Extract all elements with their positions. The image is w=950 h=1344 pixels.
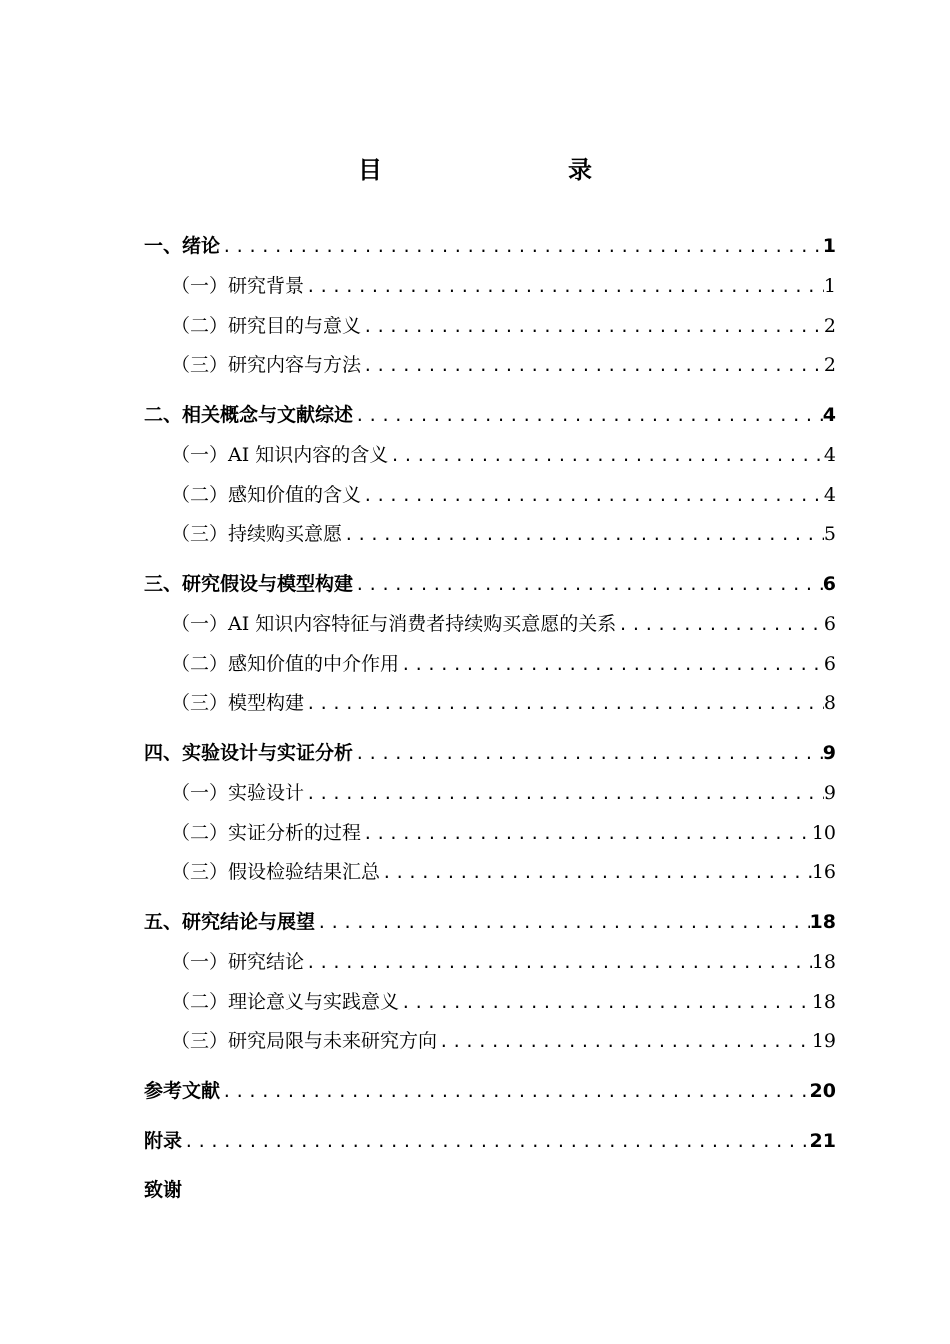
dot-leader — [399, 983, 812, 1023]
page-number: 2 — [823, 354, 836, 377]
toc-chapter-5[interactable] — [144, 903, 836, 943]
dot-leader — [304, 774, 824, 814]
page-number: 18 — [811, 950, 836, 973]
page-number: 5 — [823, 523, 836, 546]
toc-section-4-1[interactable] — [144, 774, 836, 814]
dot-leader — [315, 903, 810, 943]
section-title: （二）感知价值的中介作用 — [171, 652, 400, 675]
chapter-number: 二、 — [144, 403, 183, 426]
toc-section-4-3[interactable] — [144, 853, 836, 893]
toc-acknowledgements[interactable] — [144, 1171, 836, 1211]
toc-section-2-1[interactable] — [144, 436, 836, 476]
section-title: （一）研究结论 — [171, 950, 305, 973]
dot-leader — [353, 396, 823, 436]
section-title: （一）AI 知识内容的含义 — [171, 443, 389, 466]
dot-leader — [220, 1072, 810, 1112]
toc-section-3-2[interactable] — [144, 645, 836, 685]
toc-section-5-1[interactable] — [144, 943, 836, 983]
back-matter-title: 参考文献 — [144, 1079, 221, 1102]
toc-section-1-2[interactable] — [144, 307, 836, 347]
dot-leader — [361, 307, 824, 347]
toc-references[interactable] — [144, 1072, 836, 1112]
section-title: （二）感知价值的含义 — [171, 483, 362, 506]
toc-title: 目 录 — [358, 156, 638, 184]
dot-leader — [380, 853, 812, 893]
dot-leader — [304, 943, 812, 983]
toc-chapter-4[interactable] — [144, 734, 836, 774]
toc-section-2-3[interactable] — [144, 515, 836, 555]
chapter-title: 研究假设与模型构建 — [182, 572, 354, 595]
dot-leader — [361, 814, 812, 854]
section-title: （三）假设检验结果汇总 — [171, 861, 381, 884]
page-number: 6 — [823, 652, 836, 675]
toc-chapter-2[interactable] — [144, 396, 836, 436]
section-title: （一）研究背景 — [171, 274, 305, 297]
section-title: （一）实验设计 — [171, 781, 305, 804]
page-number: 19 — [811, 1030, 836, 1053]
page-number: 9 — [823, 781, 836, 804]
dot-leader — [616, 605, 824, 645]
toc-section-4-2[interactable] — [144, 814, 836, 854]
toc-appendix[interactable] — [144, 1122, 836, 1162]
page-number: 1 — [822, 235, 836, 257]
page-number: 6 — [822, 572, 836, 595]
dot-leader — [361, 346, 824, 386]
section-title: （一）AI 知识内容特征与消费者持续购买意愿的关系 — [171, 612, 617, 635]
page-number: 9 — [822, 741, 836, 764]
section-title: （三）持续购买意愿 — [171, 523, 343, 546]
section-title: （三）模型构建 — [171, 692, 305, 715]
chapter-title: 实验设计与实证分析 — [182, 741, 354, 764]
dot-leader — [342, 515, 824, 555]
dot-leader — [353, 734, 823, 774]
toc-section-5-3[interactable] — [144, 1022, 836, 1062]
toc-section-5-2[interactable] — [144, 983, 836, 1023]
page-number: 8 — [823, 692, 836, 715]
page-number: 1 — [823, 274, 836, 297]
chapter-number: 五、 — [144, 910, 183, 933]
page-number: 20 — [809, 1079, 836, 1102]
section-title: （二）实证分析的过程 — [171, 821, 362, 844]
dot-leader — [304, 684, 824, 724]
section-title: （三）研究内容与方法 — [171, 354, 362, 377]
section-title: （二）研究目的与意义 — [171, 314, 362, 337]
toc-section-2-2[interactable] — [144, 476, 836, 516]
chapter-title: 相关概念与文献综述 — [182, 403, 354, 426]
page-number: 10 — [811, 821, 836, 844]
dot-leader — [437, 1022, 812, 1062]
page-number: 4 — [822, 403, 836, 426]
page-number: 21 — [809, 1129, 836, 1152]
page-number: 4 — [823, 443, 836, 466]
chapter-title: 绪论 — [182, 235, 221, 257]
toc-section-3-1[interactable] — [144, 605, 836, 645]
dot-leader — [220, 227, 823, 267]
chapter-number: 四、 — [144, 741, 183, 764]
back-matter-title: 致谢 — [144, 1179, 183, 1202]
toc-list — [144, 227, 836, 1211]
page-number: 4 — [823, 483, 836, 506]
page-number: 6 — [823, 612, 836, 635]
dot-leader — [388, 436, 824, 476]
chapter-number: 一、 — [144, 235, 183, 257]
toc-chapter-3[interactable] — [144, 565, 836, 605]
chapter-number: 三、 — [144, 572, 183, 595]
toc-section-1-1[interactable] — [144, 267, 836, 307]
page-number: 16 — [811, 861, 836, 884]
page-number: 18 — [811, 990, 836, 1013]
toc-section-3-3[interactable] — [144, 684, 836, 724]
toc-section-1-3[interactable] — [144, 346, 836, 386]
page-number: 2 — [823, 314, 836, 337]
toc-chapter-1[interactable] — [144, 227, 836, 267]
section-title: （二）理论意义与实践意义 — [171, 990, 400, 1013]
back-matter-title: 附录 — [144, 1129, 183, 1152]
dot-leader — [304, 267, 824, 307]
dot-leader — [182, 1122, 810, 1162]
dot-leader — [353, 565, 823, 605]
page-number: 18 — [809, 910, 836, 933]
dot-leader — [361, 476, 824, 516]
chapter-title: 研究结论与展望 — [182, 910, 316, 933]
dot-leader — [399, 645, 824, 685]
section-title: （三）研究局限与未来研究方向 — [171, 1030, 438, 1053]
